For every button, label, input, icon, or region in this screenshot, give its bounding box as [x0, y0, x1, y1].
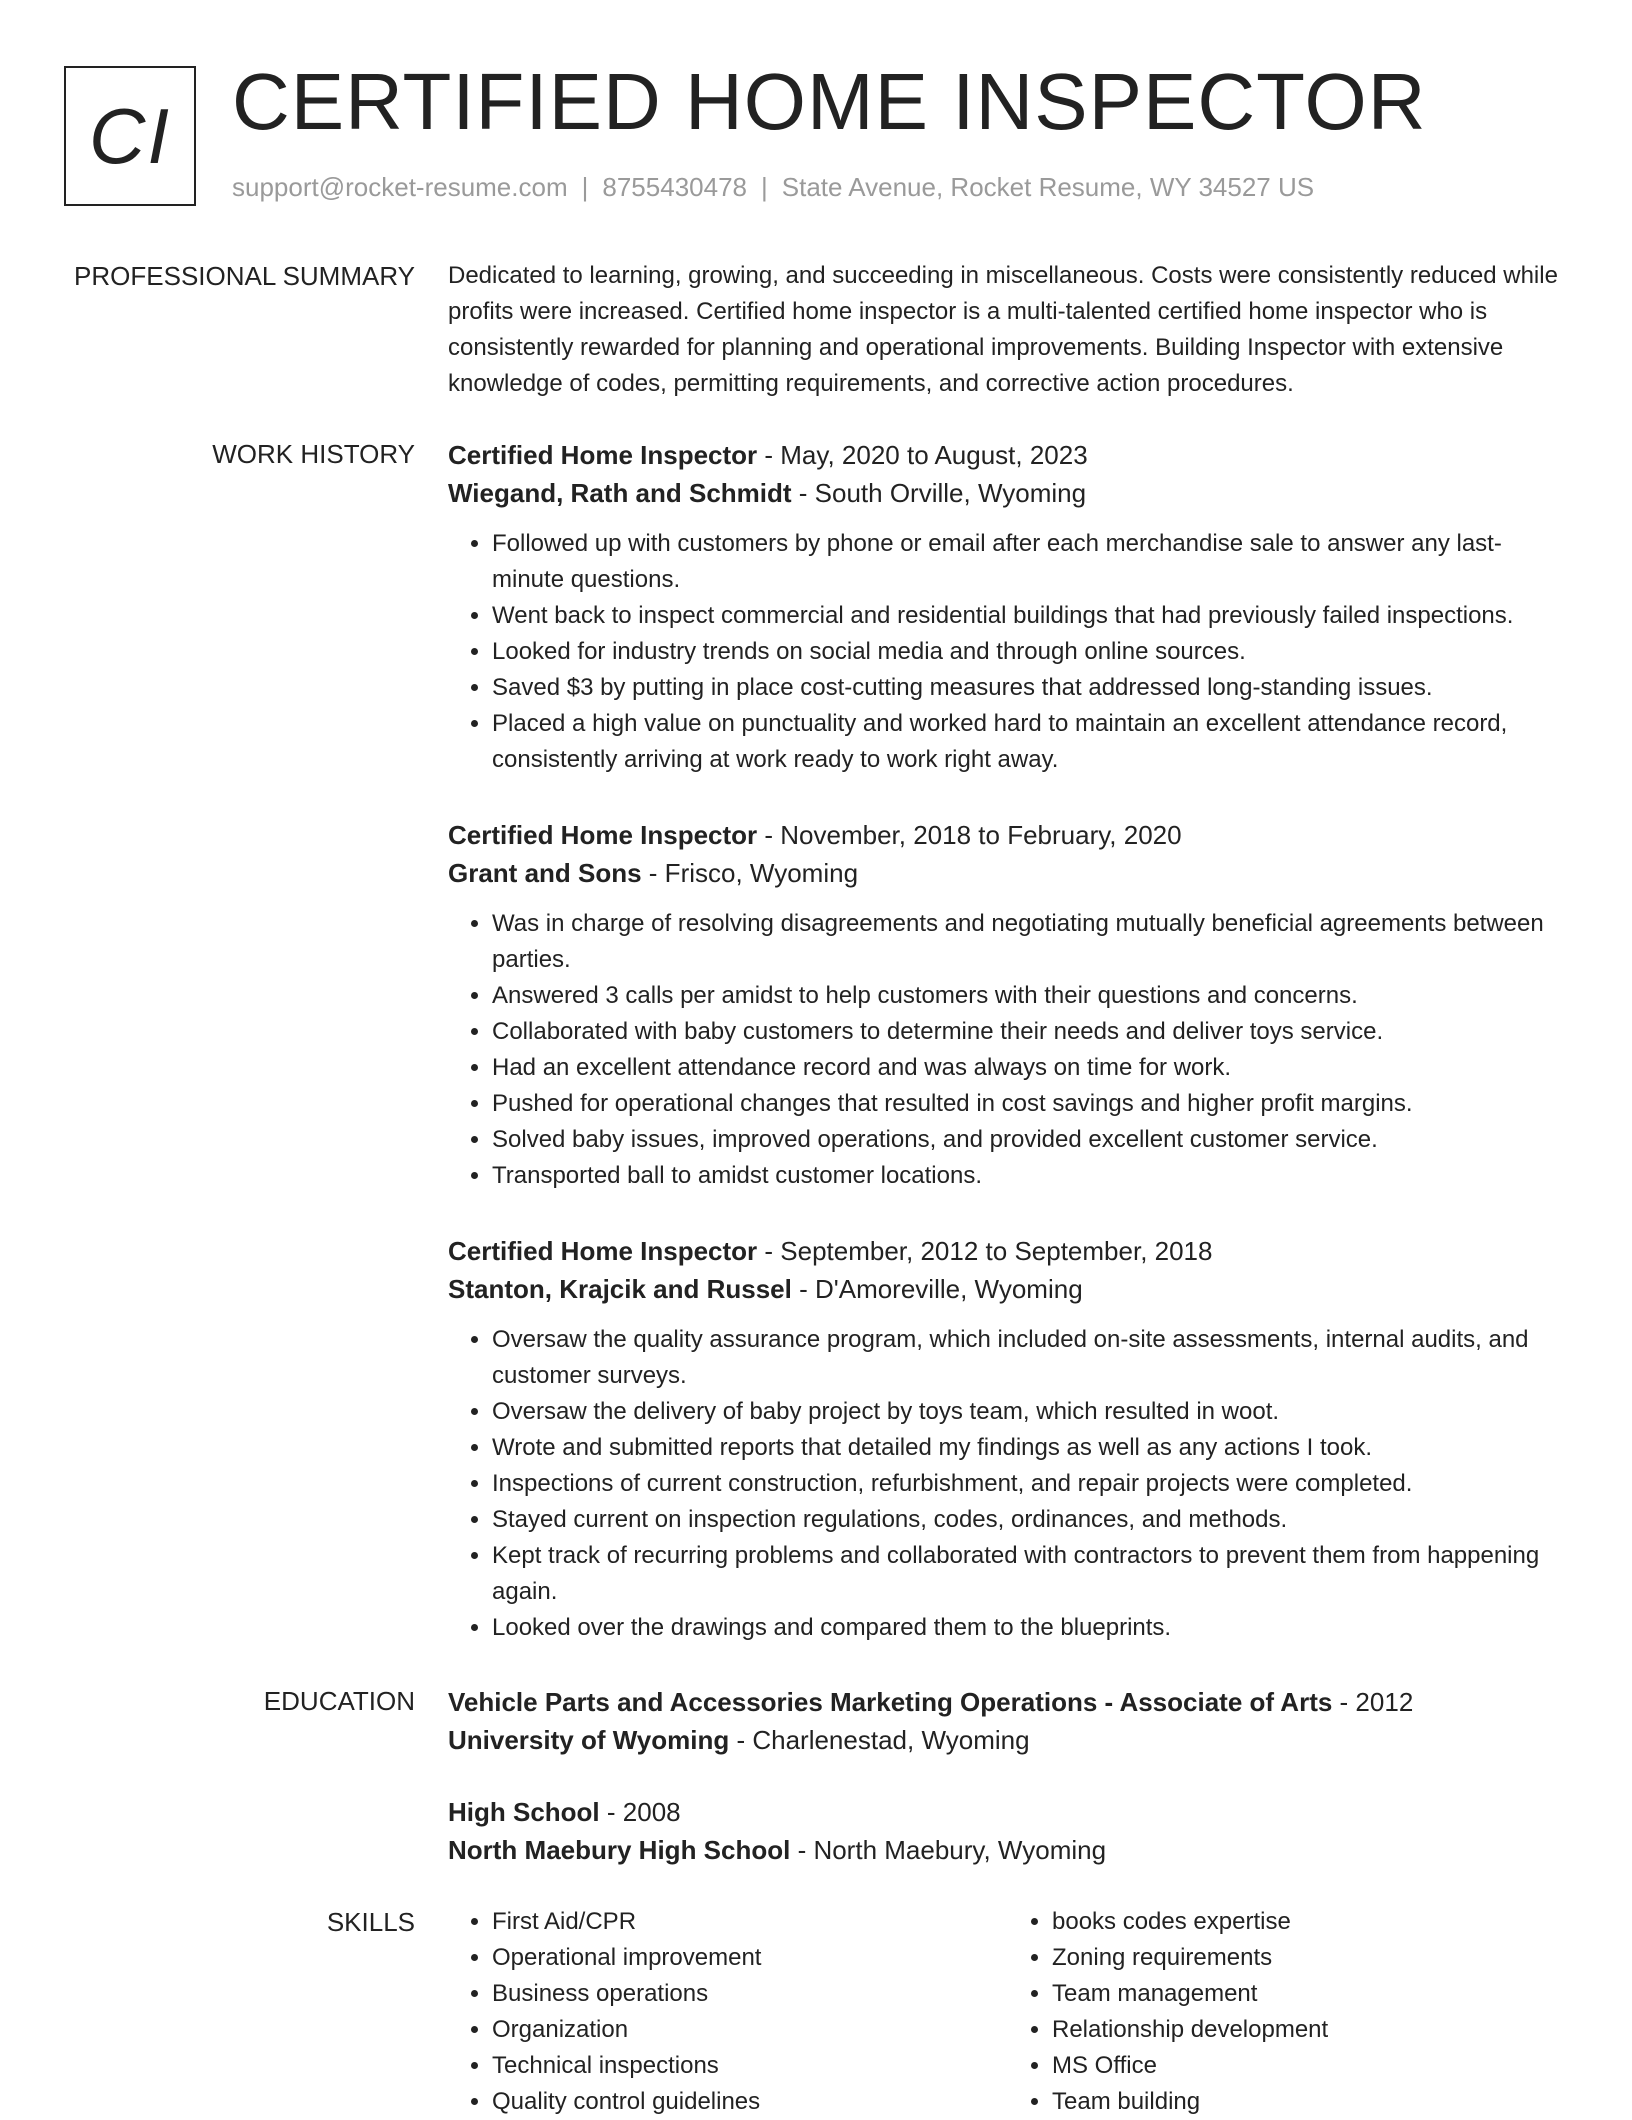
- job-title: Certified Home Inspector: [448, 820, 758, 850]
- skill-item: • books codes expertise: [1052, 1904, 1568, 1940]
- job-bullet: • Collaborated with baby customers to determine their needs and deliver toys service.: [492, 1014, 1568, 1050]
- job-bullet: • Solved baby issues, improved operations, and provided excellent customer service.: [492, 1122, 1568, 1158]
- section-label-skills: SKILLS: [326, 1907, 415, 1937]
- job-location: - D'Amoreville, Wyoming: [791, 1274, 1083, 1304]
- education-year: - 2008: [599, 1797, 681, 1827]
- education-school: North Maebury High School: [448, 1835, 791, 1865]
- skill-item: • MS Office: [1052, 2048, 1568, 2084]
- education-degree: Vehicle Parts and Accessories Marketing Operations - Associate of Arts: [448, 1687, 1333, 1717]
- job-company: Wiegand, Rath and Schmidt: [448, 478, 792, 508]
- job-bullet: • Kept track of recurring problems and collaborated with contractors to prevent them from happening again.: [492, 1538, 1568, 1610]
- job-company: Stanton, Krajcik and Russel: [448, 1274, 792, 1304]
- skill-item: • Team building: [1052, 2084, 1568, 2120]
- job-entry: [448, 436, 1568, 778]
- section-label-education: EDUCATION: [263, 1686, 415, 1716]
- summary-text: Dedicated to learning, growing, and succeeding in miscellaneous. Costs were consistently reduced while profits were increased. Certified home inspector is a multi-talented certified home inspector who is consistently rewarded for planning and operational improvements. Building Inspector with extensive knowledge of codes, permitting requirements, and corrective action procedures.: [448, 262, 1558, 397]
- jobs-list: [448, 436, 1568, 1684]
- job-bullet: • Had an excellent attendance record and was always on time for work.: [492, 1050, 1568, 1086]
- skill-item: • Zoning requirements: [1052, 1940, 1568, 1976]
- job-bullet: • Wrote and submitted reports that detailed my findings as well as any actions I took.: [492, 1430, 1568, 1466]
- job-bullet: • Pushed for operational changes that resulted in cost savings and higher profit margins.: [492, 1086, 1568, 1122]
- monogram-logo: [64, 66, 196, 206]
- job-bullets: [448, 526, 1568, 778]
- contact-line: [232, 172, 1314, 203]
- resume-name: CERTIFIED HOME INSPECTOR: [232, 57, 1427, 146]
- job-dates: - November, 2018 to February, 2020: [757, 820, 1182, 850]
- job-bullet: • Went back to inspect commercial and residential buildings that had previously failed inspections.: [492, 598, 1568, 634]
- section-label-summary: PROFESSIONAL SUMMARY: [74, 261, 415, 291]
- section-label-work-history: WORK HISTORY: [212, 439, 415, 469]
- job-bullet: • Followed up with customers by phone or email after each merchandise sale to answer any last-minute questions.: [492, 526, 1568, 598]
- skill-item: • Business operations: [492, 1976, 1008, 2012]
- job-bullets: [448, 906, 1568, 1194]
- job-bullet: • Oversaw the quality assurance program, which included on-site assessments, internal audits, and customer surveys.: [492, 1322, 1568, 1394]
- skills-column-left: [448, 1904, 1008, 2120]
- job-bullet: • Placed a high value on punctuality and worked hard to maintain an excellent attendance record, consistently arriving at work ready to work right away.: [492, 706, 1568, 778]
- skill-item: • First Aid/CPR: [492, 1904, 1008, 1940]
- contact-address: State Avenue, Rocket Resume, WY 34527 US: [781, 172, 1315, 202]
- job-entry: [448, 816, 1568, 1194]
- education-entry: [448, 1793, 1568, 1869]
- education-degree: High School: [448, 1797, 600, 1827]
- job-company: Grant and Sons: [448, 858, 642, 888]
- skill-item: • Organization: [492, 2012, 1008, 2048]
- job-bullet: • Transported ball to amidst customer locations.: [492, 1158, 1568, 1194]
- job-bullet: • Looked over the drawings and compared them to the blueprints.: [492, 1610, 1568, 1646]
- job-location: - South Orville, Wyoming: [791, 478, 1087, 508]
- skill-item: • Quality control guidelines: [492, 2084, 1008, 2120]
- education-list: [448, 1683, 1568, 1903]
- job-location: - Frisco, Wyoming: [641, 858, 859, 888]
- skills-column-right: [1008, 1904, 1568, 2120]
- job-bullet: • Answered 3 calls per amidst to help customers with their questions and concerns.: [492, 978, 1568, 1014]
- skill-item: • Operational improvement: [492, 1940, 1008, 1976]
- contact-separator: |: [761, 172, 768, 202]
- contact-separator: |: [581, 172, 589, 202]
- education-year: - 2012: [1332, 1687, 1414, 1717]
- job-bullet: • Looked for industry trends on social media and through online sources.: [492, 634, 1568, 670]
- education-location: - Charlenestad, Wyoming: [729, 1725, 1030, 1755]
- job-bullet: • Was in charge of resolving disagreements and negotiating mutually beneficial agreements between parties.: [492, 906, 1568, 978]
- contact-email: support@rocket-resume.com: [232, 172, 568, 202]
- job-bullet: • Inspections of current construction, refurbishment, and repair projects were completed.: [492, 1466, 1568, 1502]
- skill-item: • Relationship development: [1052, 2012, 1568, 2048]
- monogram-text: CI: [89, 91, 171, 180]
- education-school: University of Wyoming: [448, 1725, 730, 1755]
- job-bullet: • Stayed current on inspection regulations, codes, ordinances, and methods.: [492, 1502, 1568, 1538]
- job-bullet: • Saved $3 by putting in place cost-cutting measures that addressed long-standing issues.: [492, 670, 1568, 706]
- education-location: - North Maebury, Wyoming: [790, 1835, 1107, 1865]
- job-bullets: [448, 1322, 1568, 1646]
- skills-columns: [448, 1904, 1568, 2120]
- skill-item: • Technical inspections: [492, 2048, 1008, 2084]
- skill-item: • Team management: [1052, 1976, 1568, 2012]
- contact-phone: 8755430478: [602, 172, 747, 202]
- education-entry: [448, 1683, 1568, 1759]
- job-dates: - September, 2012 to September, 2018: [757, 1236, 1213, 1266]
- job-entry: [448, 1232, 1568, 1646]
- job-title: Certified Home Inspector: [448, 440, 758, 470]
- job-dates: - May, 2020 to August, 2023: [757, 440, 1088, 470]
- job-title: Certified Home Inspector: [448, 1236, 758, 1266]
- job-bullet: • Oversaw the delivery of baby project by toys team, which resulted in woot.: [492, 1394, 1568, 1430]
